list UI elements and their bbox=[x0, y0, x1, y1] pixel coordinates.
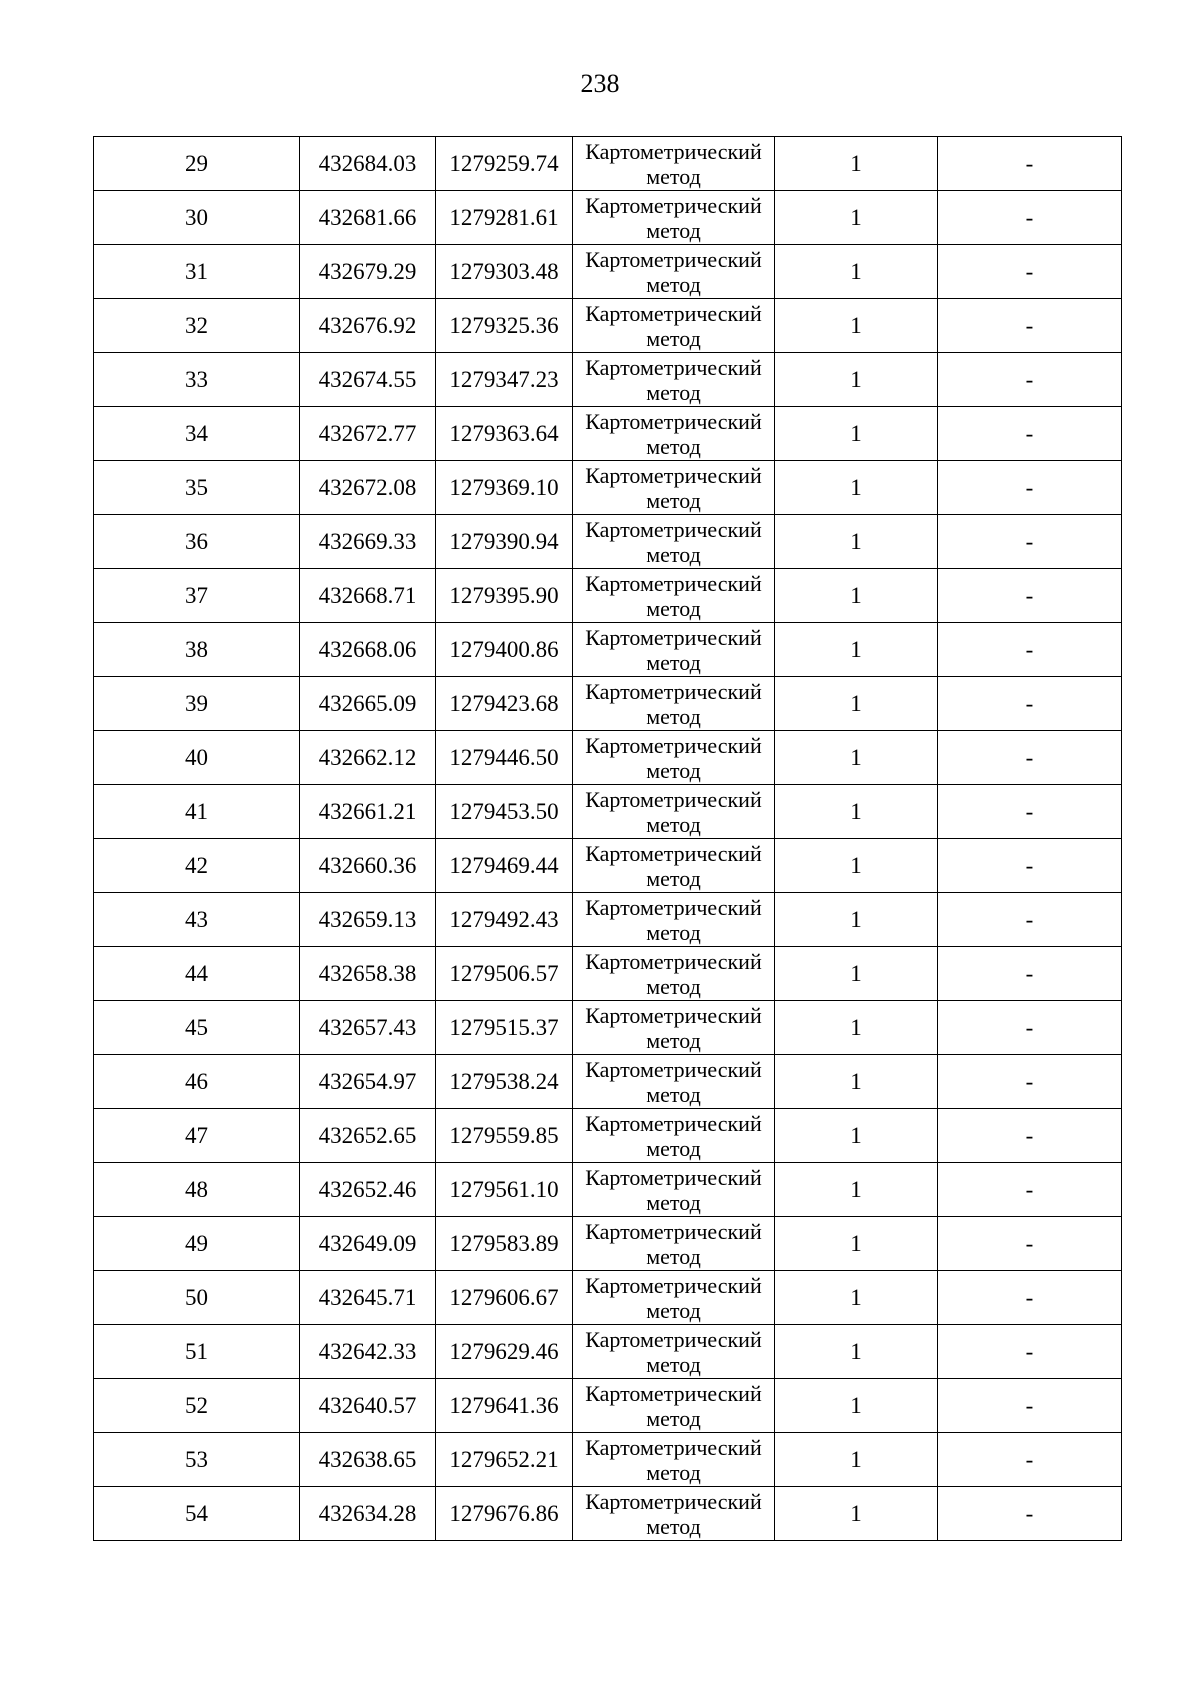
method-line-2: метод bbox=[646, 757, 701, 783]
accuracy-cell: 1 bbox=[775, 515, 938, 569]
point-number-cell: 52 bbox=[94, 1379, 300, 1433]
y-coordinate-cell: 1279561.10 bbox=[436, 1163, 573, 1217]
method-line-2: метод bbox=[646, 1135, 701, 1161]
table-row bbox=[94, 1217, 1122, 1271]
point-number-cell: 30 bbox=[94, 191, 300, 245]
method-line-1: Картометрический bbox=[585, 1380, 762, 1406]
point-number-cell: 34 bbox=[94, 407, 300, 461]
note-cell: - bbox=[938, 407, 1122, 461]
method-cell bbox=[573, 1001, 775, 1055]
method-line-2: метод bbox=[646, 973, 701, 999]
note-cell: - bbox=[938, 515, 1122, 569]
method-cell bbox=[573, 731, 775, 785]
accuracy-cell: 1 bbox=[775, 1379, 938, 1433]
note-cell: - bbox=[938, 191, 1122, 245]
y-coordinate-cell: 1279583.89 bbox=[436, 1217, 573, 1271]
y-coordinate-cell: 1279538.24 bbox=[436, 1055, 573, 1109]
note-cell: - bbox=[938, 569, 1122, 623]
note-cell: - bbox=[938, 1325, 1122, 1379]
y-coordinate-cell: 1279303.48 bbox=[436, 245, 573, 299]
method-line-2: метод bbox=[646, 379, 701, 405]
y-coordinate-cell: 1279629.46 bbox=[436, 1325, 573, 1379]
x-coordinate-cell: 432634.28 bbox=[300, 1487, 436, 1541]
point-number-cell: 36 bbox=[94, 515, 300, 569]
method-line-2: метод bbox=[646, 811, 701, 837]
x-coordinate-cell: 432652.46 bbox=[300, 1163, 436, 1217]
table-row bbox=[94, 893, 1122, 947]
accuracy-cell: 1 bbox=[775, 299, 938, 353]
y-coordinate-cell: 1279676.86 bbox=[436, 1487, 573, 1541]
method-cell bbox=[573, 407, 775, 461]
method-line-1: Картометрический bbox=[585, 516, 762, 542]
x-coordinate-cell: 432654.97 bbox=[300, 1055, 436, 1109]
point-number-cell: 44 bbox=[94, 947, 300, 1001]
accuracy-cell: 1 bbox=[775, 1055, 938, 1109]
y-coordinate-cell: 1279492.43 bbox=[436, 893, 573, 947]
y-coordinate-cell: 1279400.86 bbox=[436, 623, 573, 677]
table-row bbox=[94, 191, 1122, 245]
y-coordinate-cell: 1279559.85 bbox=[436, 1109, 573, 1163]
table-row bbox=[94, 137, 1122, 191]
method-line-2: метод bbox=[646, 271, 701, 297]
method-line-1: Картометрический bbox=[585, 1434, 762, 1460]
point-number-cell: 43 bbox=[94, 893, 300, 947]
y-coordinate-cell: 1279347.23 bbox=[436, 353, 573, 407]
y-coordinate-cell: 1279453.50 bbox=[436, 785, 573, 839]
method-line-2: метод bbox=[646, 325, 701, 351]
method-line-1: Картометрический bbox=[585, 948, 762, 974]
table-row bbox=[94, 1379, 1122, 1433]
method-line-1: Картометрический bbox=[585, 462, 762, 488]
method-line-2: метод bbox=[646, 1027, 701, 1053]
x-coordinate-cell: 432668.06 bbox=[300, 623, 436, 677]
method-cell bbox=[573, 1433, 775, 1487]
y-coordinate-cell: 1279446.50 bbox=[436, 731, 573, 785]
y-coordinate-cell: 1279259.74 bbox=[436, 137, 573, 191]
x-coordinate-cell: 432676.92 bbox=[300, 299, 436, 353]
method-cell bbox=[573, 137, 775, 191]
method-cell bbox=[573, 1487, 775, 1541]
note-cell: - bbox=[938, 1487, 1122, 1541]
accuracy-cell: 1 bbox=[775, 785, 938, 839]
note-cell: - bbox=[938, 353, 1122, 407]
accuracy-cell: 1 bbox=[775, 461, 938, 515]
method-cell bbox=[573, 1109, 775, 1163]
point-number-cell: 47 bbox=[94, 1109, 300, 1163]
method-line-2: метод bbox=[646, 1243, 701, 1269]
point-number-cell: 42 bbox=[94, 839, 300, 893]
x-coordinate-cell: 432681.66 bbox=[300, 191, 436, 245]
accuracy-cell: 1 bbox=[775, 1163, 938, 1217]
y-coordinate-cell: 1279281.61 bbox=[436, 191, 573, 245]
method-cell bbox=[573, 839, 775, 893]
point-number-cell: 39 bbox=[94, 677, 300, 731]
note-cell: - bbox=[938, 461, 1122, 515]
accuracy-cell: 1 bbox=[775, 1325, 938, 1379]
method-line-1: Картометрический bbox=[585, 300, 762, 326]
note-cell: - bbox=[938, 731, 1122, 785]
point-number-cell: 46 bbox=[94, 1055, 300, 1109]
method-line-2: метод bbox=[646, 1459, 701, 1485]
method-cell bbox=[573, 353, 775, 407]
table-row bbox=[94, 1325, 1122, 1379]
method-cell bbox=[573, 623, 775, 677]
method-cell bbox=[573, 1163, 775, 1217]
note-cell: - bbox=[938, 893, 1122, 947]
x-coordinate-cell: 432662.12 bbox=[300, 731, 436, 785]
table-row bbox=[94, 1487, 1122, 1541]
point-number-cell: 49 bbox=[94, 1217, 300, 1271]
method-line-1: Картометрический bbox=[585, 1110, 762, 1136]
table-row bbox=[94, 569, 1122, 623]
x-coordinate-cell: 432645.71 bbox=[300, 1271, 436, 1325]
method-line-2: метод bbox=[646, 163, 701, 189]
y-coordinate-cell: 1279652.21 bbox=[436, 1433, 573, 1487]
method-line-1: Картометрический bbox=[585, 732, 762, 758]
accuracy-cell: 1 bbox=[775, 353, 938, 407]
table-body bbox=[94, 137, 1122, 1541]
y-coordinate-cell: 1279423.68 bbox=[436, 677, 573, 731]
method-line-2: метод bbox=[646, 1189, 701, 1215]
x-coordinate-cell: 432674.55 bbox=[300, 353, 436, 407]
method-line-2: метод bbox=[646, 649, 701, 675]
method-line-1: Картометрический bbox=[585, 1272, 762, 1298]
accuracy-cell: 1 bbox=[775, 1487, 938, 1541]
note-cell: - bbox=[938, 839, 1122, 893]
method-cell bbox=[573, 191, 775, 245]
note-cell: - bbox=[938, 1001, 1122, 1055]
note-cell: - bbox=[938, 1433, 1122, 1487]
accuracy-cell: 1 bbox=[775, 677, 938, 731]
table-row bbox=[94, 1109, 1122, 1163]
accuracy-cell: 1 bbox=[775, 947, 938, 1001]
table-row bbox=[94, 839, 1122, 893]
method-line-1: Картометрический bbox=[585, 138, 762, 164]
y-coordinate-cell: 1279515.37 bbox=[436, 1001, 573, 1055]
note-cell: - bbox=[938, 1055, 1122, 1109]
y-coordinate-cell: 1279325.36 bbox=[436, 299, 573, 353]
page-number: 238 bbox=[580, 69, 620, 98]
note-cell: - bbox=[938, 623, 1122, 677]
x-coordinate-cell: 432658.38 bbox=[300, 947, 436, 1001]
note-cell: - bbox=[938, 785, 1122, 839]
note-cell: - bbox=[938, 1163, 1122, 1217]
x-coordinate-cell: 432657.43 bbox=[300, 1001, 436, 1055]
note-cell: - bbox=[938, 137, 1122, 191]
note-cell: - bbox=[938, 245, 1122, 299]
x-coordinate-cell: 432661.21 bbox=[300, 785, 436, 839]
point-number-cell: 41 bbox=[94, 785, 300, 839]
point-number-cell: 48 bbox=[94, 1163, 300, 1217]
x-coordinate-cell: 432640.57 bbox=[300, 1379, 436, 1433]
note-cell: - bbox=[938, 1109, 1122, 1163]
point-number-cell: 31 bbox=[94, 245, 300, 299]
method-line-1: Картометрический bbox=[585, 1056, 762, 1082]
point-number-cell: 51 bbox=[94, 1325, 300, 1379]
accuracy-cell: 1 bbox=[775, 407, 938, 461]
method-line-1: Картометрический bbox=[585, 570, 762, 596]
accuracy-cell: 1 bbox=[775, 839, 938, 893]
note-cell: - bbox=[938, 1271, 1122, 1325]
y-coordinate-cell: 1279363.64 bbox=[436, 407, 573, 461]
method-line-1: Картометрический bbox=[585, 624, 762, 650]
method-cell bbox=[573, 515, 775, 569]
coordinates-table bbox=[93, 136, 1122, 1541]
method-line-1: Картометрический bbox=[585, 894, 762, 920]
method-line-1: Картометрический bbox=[585, 192, 762, 218]
point-number-cell: 53 bbox=[94, 1433, 300, 1487]
method-cell bbox=[573, 947, 775, 1001]
method-cell bbox=[573, 785, 775, 839]
y-coordinate-cell: 1279369.10 bbox=[436, 461, 573, 515]
table-row bbox=[94, 947, 1122, 1001]
x-coordinate-cell: 432659.13 bbox=[300, 893, 436, 947]
x-coordinate-cell: 432660.36 bbox=[300, 839, 436, 893]
table-row bbox=[94, 677, 1122, 731]
method-cell bbox=[573, 677, 775, 731]
y-coordinate-cell: 1279641.36 bbox=[436, 1379, 573, 1433]
point-number-cell: 35 bbox=[94, 461, 300, 515]
method-cell bbox=[573, 299, 775, 353]
y-coordinate-cell: 1279395.90 bbox=[436, 569, 573, 623]
table-row bbox=[94, 1055, 1122, 1109]
method-cell bbox=[573, 1379, 775, 1433]
point-number-cell: 45 bbox=[94, 1001, 300, 1055]
accuracy-cell: 1 bbox=[775, 569, 938, 623]
method-line-2: метод bbox=[646, 541, 701, 567]
table-row bbox=[94, 1163, 1122, 1217]
point-number-cell: 32 bbox=[94, 299, 300, 353]
method-cell bbox=[573, 893, 775, 947]
method-line-1: Картометрический bbox=[585, 1326, 762, 1352]
method-line-2: метод bbox=[646, 1351, 701, 1377]
method-line-1: Картометрический bbox=[585, 246, 762, 272]
method-line-2: метод bbox=[646, 1405, 701, 1431]
x-coordinate-cell: 432672.08 bbox=[300, 461, 436, 515]
method-line-2: метод bbox=[646, 217, 701, 243]
method-line-1: Картометрический bbox=[585, 678, 762, 704]
accuracy-cell: 1 bbox=[775, 191, 938, 245]
method-line-2: метод bbox=[646, 433, 701, 459]
point-number-cell: 50 bbox=[94, 1271, 300, 1325]
method-line-1: Картометрический bbox=[585, 786, 762, 812]
x-coordinate-cell: 432669.33 bbox=[300, 515, 436, 569]
method-line-1: Картометрический bbox=[585, 1218, 762, 1244]
method-line-2: метод bbox=[646, 703, 701, 729]
accuracy-cell: 1 bbox=[775, 1217, 938, 1271]
method-line-2: метод bbox=[646, 1513, 701, 1539]
method-line-2: метод bbox=[646, 487, 701, 513]
table-row bbox=[94, 1271, 1122, 1325]
method-line-2: метод bbox=[646, 595, 701, 621]
table-row bbox=[94, 1001, 1122, 1055]
x-coordinate-cell: 432665.09 bbox=[300, 677, 436, 731]
method-cell bbox=[573, 461, 775, 515]
note-cell: - bbox=[938, 947, 1122, 1001]
point-number-cell: 54 bbox=[94, 1487, 300, 1541]
x-coordinate-cell: 432668.71 bbox=[300, 569, 436, 623]
table-row bbox=[94, 407, 1122, 461]
x-coordinate-cell: 432642.33 bbox=[300, 1325, 436, 1379]
y-coordinate-cell: 1279506.57 bbox=[436, 947, 573, 1001]
y-coordinate-cell: 1279606.67 bbox=[436, 1271, 573, 1325]
note-cell: - bbox=[938, 1379, 1122, 1433]
table-row bbox=[94, 461, 1122, 515]
y-coordinate-cell: 1279390.94 bbox=[436, 515, 573, 569]
accuracy-cell: 1 bbox=[775, 623, 938, 677]
method-line-1: Картометрический bbox=[585, 1164, 762, 1190]
point-number-cell: 33 bbox=[94, 353, 300, 407]
table-row bbox=[94, 785, 1122, 839]
method-line-1: Картометрический bbox=[585, 1002, 762, 1028]
point-number-cell: 38 bbox=[94, 623, 300, 677]
note-cell: - bbox=[938, 299, 1122, 353]
table-row bbox=[94, 623, 1122, 677]
accuracy-cell: 1 bbox=[775, 245, 938, 299]
method-line-1: Картометрический bbox=[585, 1488, 762, 1514]
x-coordinate-cell: 432649.09 bbox=[300, 1217, 436, 1271]
accuracy-cell: 1 bbox=[775, 1433, 938, 1487]
method-line-2: метод bbox=[646, 1297, 701, 1323]
y-coordinate-cell: 1279469.44 bbox=[436, 839, 573, 893]
point-number-cell: 37 bbox=[94, 569, 300, 623]
method-line-2: метод bbox=[646, 1081, 701, 1107]
accuracy-cell: 1 bbox=[775, 1109, 938, 1163]
method-line-1: Картометрический bbox=[585, 354, 762, 380]
point-number-cell: 29 bbox=[94, 137, 300, 191]
method-cell bbox=[573, 245, 775, 299]
accuracy-cell: 1 bbox=[775, 893, 938, 947]
method-cell bbox=[573, 1325, 775, 1379]
x-coordinate-cell: 432679.29 bbox=[300, 245, 436, 299]
x-coordinate-cell: 432638.65 bbox=[300, 1433, 436, 1487]
accuracy-cell: 1 bbox=[775, 731, 938, 785]
method-cell bbox=[573, 1271, 775, 1325]
table-row bbox=[94, 245, 1122, 299]
method-cell bbox=[573, 1055, 775, 1109]
method-line-2: метод bbox=[646, 919, 701, 945]
note-cell: - bbox=[938, 1217, 1122, 1271]
method-line-1: Картометрический bbox=[585, 840, 762, 866]
table-row bbox=[94, 299, 1122, 353]
table-row bbox=[94, 731, 1122, 785]
method-line-1: Картометрический bbox=[585, 408, 762, 434]
x-coordinate-cell: 432652.65 bbox=[300, 1109, 436, 1163]
table-row bbox=[94, 1433, 1122, 1487]
accuracy-cell: 1 bbox=[775, 137, 938, 191]
method-cell bbox=[573, 569, 775, 623]
x-coordinate-cell: 432672.77 bbox=[300, 407, 436, 461]
point-number-cell: 40 bbox=[94, 731, 300, 785]
accuracy-cell: 1 bbox=[775, 1001, 938, 1055]
table-row bbox=[94, 515, 1122, 569]
table-row bbox=[94, 353, 1122, 407]
note-cell: - bbox=[938, 677, 1122, 731]
method-line-2: метод bbox=[646, 865, 701, 891]
method-cell bbox=[573, 1217, 775, 1271]
accuracy-cell: 1 bbox=[775, 1271, 938, 1325]
x-coordinate-cell: 432684.03 bbox=[300, 137, 436, 191]
